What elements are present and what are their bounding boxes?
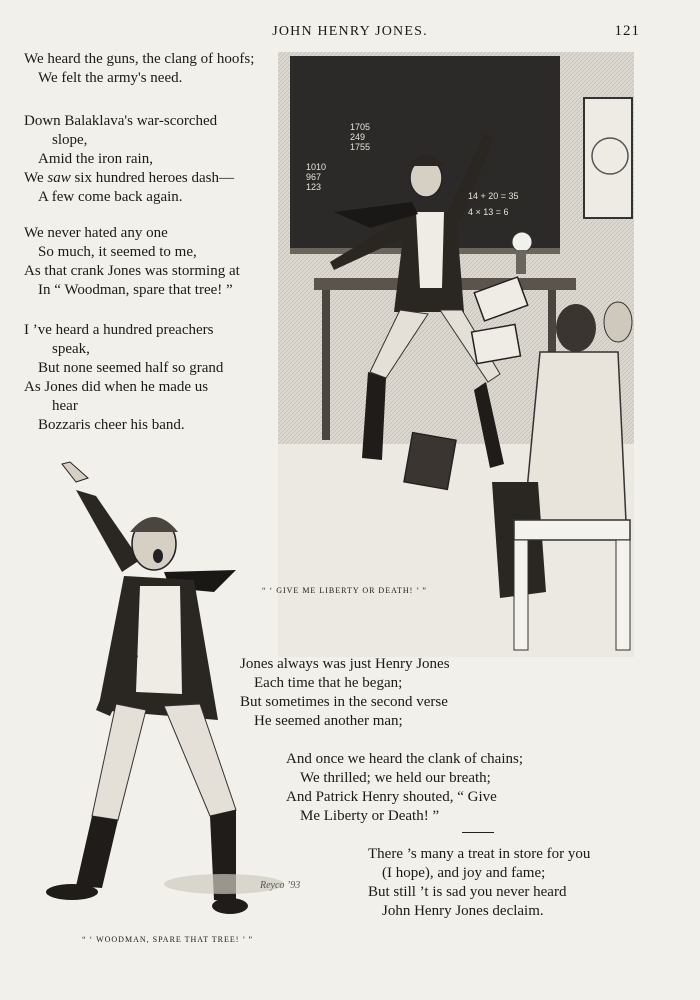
verse-line: He seemed another man;	[254, 713, 403, 729]
caption-liberty: “ ‘ GIVE ME LIBERTY OR DEATH! ’ ”	[262, 586, 427, 595]
verse-word-italic: saw	[47, 170, 71, 186]
verse-line: John Henry Jones declaim.	[382, 903, 544, 919]
verse-line: As Jones did when he made us	[24, 379, 209, 395]
verse-line: Me Liberty or Death! ”	[300, 808, 440, 824]
verse-line: I ’ve heard a hundred preachers	[24, 322, 214, 338]
caption-woodman: “ ‘ WOODMAN, SPARE THAT TREE! ’ ”	[82, 935, 254, 944]
verse-line: So much, it seemed to me,	[38, 244, 197, 260]
verse-line: We heard the guns, the clang of hoofs;	[24, 51, 255, 67]
verse-line: slope,	[52, 132, 88, 148]
chalk-text: 249	[350, 132, 366, 142]
chalk-text: 1010	[306, 162, 327, 172]
verse-line: We never hated any one	[24, 225, 168, 241]
verse-word: Down	[24, 113, 61, 129]
verse-word: We	[24, 170, 44, 186]
artist-signature: Reyco ’93	[260, 880, 301, 891]
verse-line: A few come back again.	[38, 189, 183, 205]
verse-line-justified	[24, 112, 250, 131]
verse-line: There ’s many a treat in store for you	[368, 846, 591, 862]
stanza-1	[24, 50, 254, 88]
verse-line: Jones always was just Henry Jones	[240, 656, 450, 672]
verse-line: But sometimes in the second verse	[240, 694, 448, 710]
page-number: 121	[614, 23, 640, 39]
verse-line: Each time that he began;	[254, 675, 403, 691]
stanza-4	[24, 321, 223, 435]
chalk-text: 1705	[350, 122, 371, 132]
verse-line: As that crank Jones was storming at	[24, 263, 240, 279]
verse-word: war-scorched	[136, 113, 218, 129]
stanza-6	[286, 750, 523, 826]
running-title: JOHN HENRY JONES.	[272, 24, 428, 39]
chalkboard-sum-1	[350, 122, 370, 152]
verse-line: And Patrick Henry shouted, “ Give	[286, 789, 497, 805]
stanza-7	[368, 845, 590, 921]
verse-line: We thrilled; we held our breath;	[300, 770, 491, 786]
section-rule	[462, 832, 494, 833]
verse-line: In “ Woodman, spare that tree! ”	[38, 282, 233, 298]
verse-line	[24, 169, 250, 188]
verse-line: And once we heard the clank of chains;	[286, 751, 523, 767]
verse-word: Balaklava's	[64, 113, 133, 129]
stanza-3	[24, 224, 240, 300]
chalk-text: 14 + 20 = 35	[468, 191, 519, 201]
chalk-text: 123	[306, 182, 322, 192]
verse-line: But still ’t is sad you never heard	[368, 884, 567, 900]
classroom-illustration	[278, 52, 634, 657]
verse-line: But none seemed half so grand	[38, 360, 224, 376]
chalkboard-equations	[468, 188, 519, 220]
classroom-drawing	[278, 52, 634, 657]
chalk-text: 1755	[350, 142, 371, 152]
stanza-2	[24, 112, 250, 207]
verse-line: (I hope), and joy and fame;	[382, 865, 546, 881]
chalk-text: 4 × 13 = 6	[468, 207, 509, 217]
chalkboard-sum-2	[306, 162, 326, 192]
verse-line: Amid the iron rain,	[38, 151, 153, 167]
verse-word: six hundred heroes dash—	[74, 170, 235, 186]
verse-line: speak,	[52, 341, 90, 357]
chalk-text: 967	[306, 172, 322, 182]
verse-line: We felt the army's need.	[38, 70, 183, 86]
stanza-5	[240, 655, 450, 731]
verse-line: hear	[52, 398, 78, 414]
verse-line: Bozzaris cheer his band.	[38, 417, 185, 433]
